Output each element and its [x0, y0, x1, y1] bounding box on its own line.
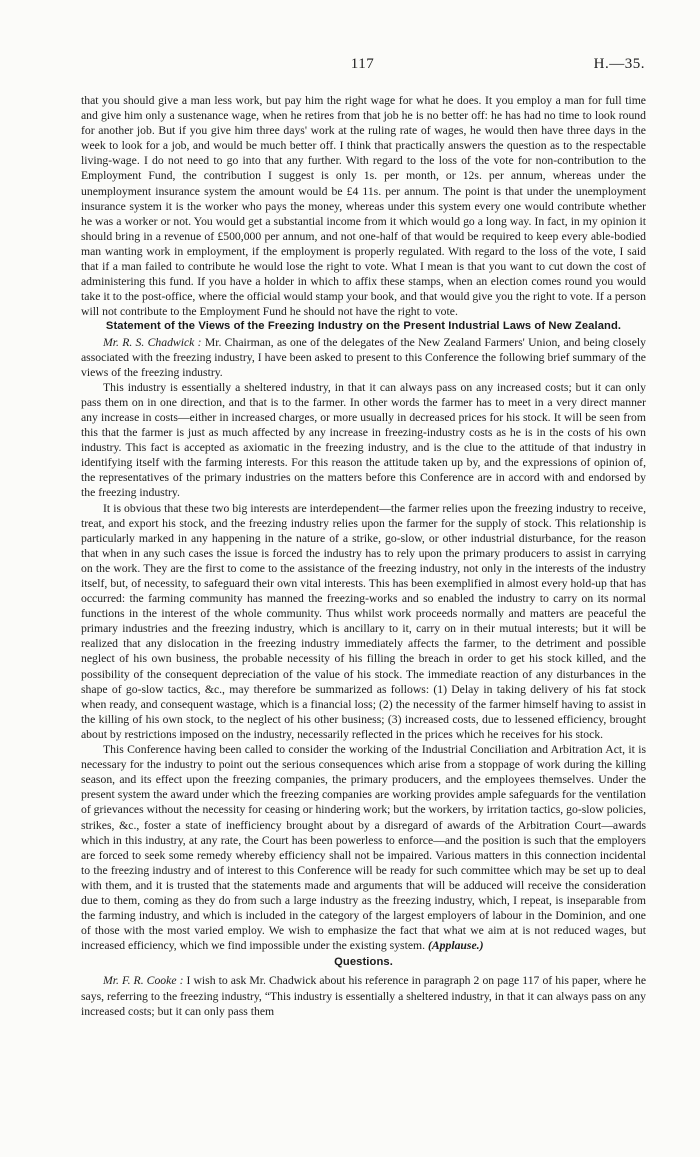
- cooke-question-text: I wish to ask Mr. Chadwick about his reference in paragraph 2 on page 117 of his paper, where he says, referring to the freezing industry, “This industry is essentially a sheltered industry, in that it can always pass on any increased costs; but it can only pass them: [81, 974, 647, 1018]
- chadwick-paragraph-3: It is obvious that these two big interests are interdependent—the farmer relies upon the freezing industry to receive, treat, and export his stock, and the freezing industry relies upon the farmer for the supply of stock. This relationship is particularly marked in any happening in the nature of a strike, go-slow, or other industrial disturbance, for the reason that when in any such cases the issue is forced the industry has to rely upon the primary producers to assist in carrying on the work. They are the first to come to the assistance of the freezing industry, not only in the interests of the industry itself, but, of necessity, to safeguard their own vital interests. This has been exemplified in almost every hold-up that has occurred: the farming community has manned the freezing-works and so enabled the industry to carry on its normal functions in the interest of the whole community. Thus whilst work proceeds normally and matters are peaceful the primary industries and the freezing industry, which is ancillary to it, carry on in their mutual interests; but it will be realized that any dislocation in the freezing industry immediately affects the farmer, to the detriment and possible neglect of his own business, the probable necessity of his filling the breach in order to get his stock killed, and the possibility of the consequent depreciation of the value of his stock. The immediate reaction of any disturbances in the shape of go-slow tactics, &c., may therefore be summarized as follows: (1) Delay in taking delivery of his fat stock when ready, and consequent wastage, which is a financial loss; (2) the necessity of the farmer himself having to assist in the killing of his own stock, to the neglect of his other business; (3) increased costs, due to lessened efficiency, brought about by restrictions imposed on the industry, necessarily reflected in the prices which he receives for his stock.: [81, 501, 646, 741]
- page-header: [80, 56, 645, 76]
- speaker-name-chadwick: Mr. R. S. Chadwick :: [103, 335, 202, 349]
- chadwick-opening-paragraph: [81, 335, 646, 380]
- document-body: [81, 93, 646, 1019]
- questions-heading: Questions.: [334, 956, 393, 969]
- chadwick-paragraph-2: This industry is essentially a sheltered industry, in that it can always pass on any increased costs; but it can only pass them on in one direction, and that is to the farmer. In other words the farmer has to meet in a very direct manner any increase in costs—either in increased charges, or more usually in decreased prices for his stock. It will be seen from this that the farmer is just as much affected by any increase in freezing-industry costs as he is in the costs of his own industry. This fact is accepted as axiomatic in the freezing industry, and is the clue to the attitude of that industry in identifying itself with the farming interests. For this reason the attitude taken up by, and the expressions of opinion of, the representatives of the primary industries on the matters before this Conference are in accord with and endorsed by the freezing industry.: [81, 380, 646, 500]
- chadwick-paragraph-4-text: This Conference having been called to consider the working of the Industrial Conciliation and Arbitration Act, it is necessary for the industry to point out the serious consequences which arise from a stoppage of work during the killing season, and its effect upon the freezing companies, the primary producers, and the employees themselves. Under the present system the award under which the freezing companies are working provides ample safeguards for the ventilation of grievances without the necessity for ceasing or hindering work; but the workers, by irritation tactics, go-slow policies, strikes, &c., foster a state of inefficiency brought about by a disregard of awards of the Arbitration Court—awards which in this industry, at any rate, the Court has been powerless to enforce—and the position is such that the employers are forced to seek some remedy whereby efficiency shall not be impaired. Various matters in this connection incidental to the freezing industry and of interest to this Conference will be ready for such committee which may be set up to deal with them, and it is trusted that the statements made and arguments that will be adduced will receive the consideration due to them, coming as they do from such a large industry as the freezing industry, which, I repeat, is inseparable from the farming industry, and which is included in the category of the largest employers of labour in the Dominion, and one of those with the most varied employ. We wish to emphasize the fact that what we aim at is not reduced wages, but increased efficiency, which we find impossible under the existing system.: [81, 743, 646, 953]
- document-reference: H.—35.: [593, 56, 645, 72]
- applause-note: (Applause.): [427, 939, 484, 953]
- continued-paragraph: that you should give a man less work, but pay him the right wage for what he does. It you employ a man for full time and give him only a sustenance wage, when he retires from that job he is no better off: he has had no time to look round for another job. But if you give him three days' work at the ruling rate of wages, he would then have three days in the week to look for a job, and would be much better off. I think that practically answers the question as to the respectable living-wage. I do not need to go into that any further. With regard to the loss of the vote for non-contribution to the Employment Fund, the contribution I suggest is only 1s. per month, or 12s. per annum, whereas under the unemployment insurance system the amount would be £4 11s. per annum. The point is that under the unemployment insurance system it is the worker who pays the money, whereas under this system every one would contribute whether he was a worker or not. You would get a substantial income from it which would go a long way. In fact, in my opinion it should bring in a revenue of £500,000 per annum, and not one-half of that would be required to keep every able-bodied man wanting work in employment, if the employment is properly regulated. With regard to the loss of the vote, I said that if a man failed to contribute he would lose the right to vote. What I mean is that you want to cut down the cost of administering this fund. If you have a holder in which to affix these stamps, when an election comes round you would take it to the post-office, where the official would stamp your book, and that would give you the right to vote. If a person will not contribute to the Employment Fund he should not have the right to vote.: [81, 94, 646, 319]
- cooke-question-paragraph: [81, 973, 646, 1018]
- statement-heading: Statement of the Views of the Freezing Industry on the Present Industrial Laws of New Zealand.: [105, 320, 622, 333]
- chadwick-opening-text: Mr. Chairman, as one of the delegates of the New Zealand Farmers' Union, and being closely associated with the freezing industry, I have been asked to present to this Conference the following brief summary of the views of the freezing industry.: [81, 335, 647, 379]
- speaker-name-cooke: Mr. F. R. Cooke :: [103, 974, 184, 988]
- page-number: 117: [350, 56, 375, 72]
- chadwick-paragraph-4: [81, 742, 646, 953]
